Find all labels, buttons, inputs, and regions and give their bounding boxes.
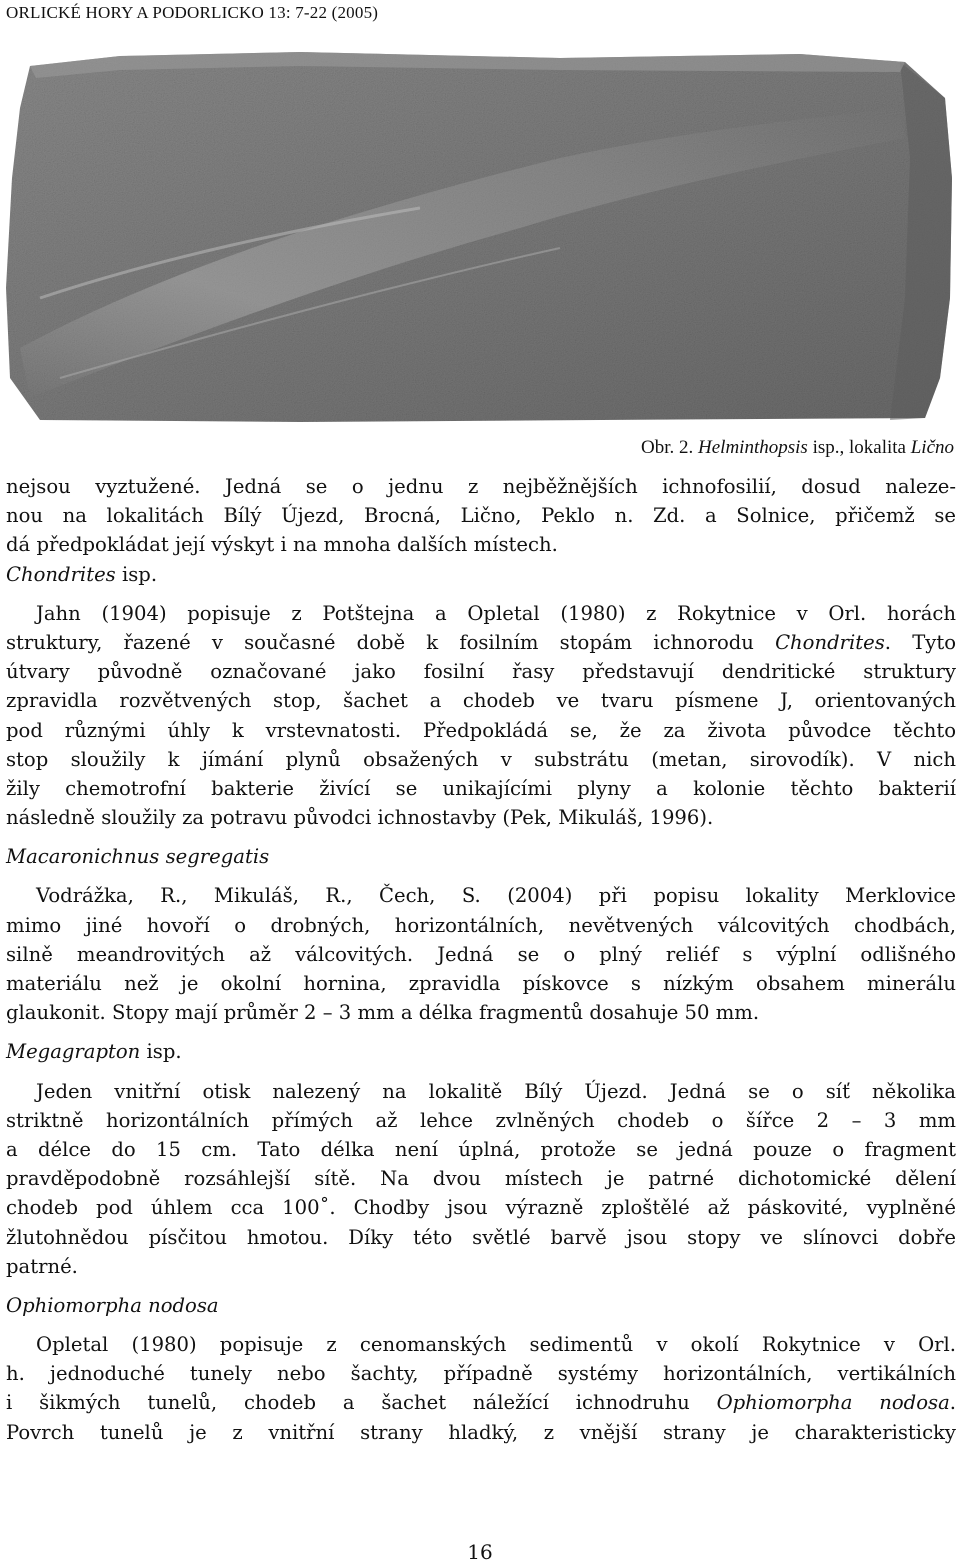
figure-rock-photo xyxy=(0,48,960,426)
section-heading-macaronichnus: Macaronichnus segregatis xyxy=(6,845,270,869)
text-line: nou na lokalitách Bílý Újezd, Brocná, Lično, Peklo n. Zd. a Solnice, přičemž se xyxy=(6,504,956,528)
text-line: Jahn (1904) popisuje z Potštejna a Opletal (1980) z Rokytnice v Orl. horách xyxy=(36,601,956,625)
text-line xyxy=(6,628,956,657)
article-body xyxy=(6,472,956,1447)
heading-suffix: isp. xyxy=(115,562,158,586)
italic-taxon: Chondrites xyxy=(775,630,885,654)
text-fragment: i šikmých tunelů, chodeb a šachet náležící ichnodruhu xyxy=(6,1391,717,1415)
text-line: mimo jiné hovoří o drobných, horizontálních, nevětvených válcovitých chodbách, xyxy=(6,913,956,937)
text-line: následně sloužily za potravu původci ichnostavby (Pek, Mikuláš, 1996). xyxy=(6,806,714,830)
text-fragment: . Tyto xyxy=(884,630,956,654)
text-line: materiálu než je okolní hornina, zpravidla pískovce s nízkým obsahem minerálu xyxy=(6,972,956,995)
text-line: pod různými úhly k vrstevnatosti. Předpokládá se, že za života původce těchto xyxy=(6,718,956,742)
text-line: chodeb pod úhlem cca 100˚. Chodby jsou výrazně zploštělé až páskovité, vyplněné xyxy=(6,1196,956,1220)
text-line: h. jednoduché tunely nebo šachty, případně systémy horizontálních, vertikálních xyxy=(6,1362,956,1386)
heading-taxon: Megagrapton xyxy=(6,1040,141,1064)
heading-taxon: Chondrites xyxy=(6,562,116,586)
running-head: ORLICKÉ HORY A PODORLICKO 13: 7-22 (2005) xyxy=(6,3,379,22)
caption-prefix: Obr. 2. xyxy=(641,437,694,458)
text-line: stop sloužily k jímání plynů obsažených v substrátu (metan, sirovodík). V nich xyxy=(6,747,956,771)
text-line: útvary původně označované jako fosilní řasy představují dendritické struktury xyxy=(6,660,956,684)
text-line: Opletal (1980) popisuje z cenomanských sedimentů v okolí Rokytnice v Orl. xyxy=(36,1333,956,1357)
italic-taxon: Ophiomorpha nodosa xyxy=(716,1391,950,1415)
text-line xyxy=(6,1388,956,1417)
text-line: zpravidla rozvětvených stop, šachet a chodeb ve tvaru písmene J, orientovaných xyxy=(6,689,956,713)
section-heading-chondrites xyxy=(6,560,956,589)
text-fragment: . xyxy=(949,1391,956,1415)
section-heading-megagrapton xyxy=(6,1037,956,1066)
caption-locality: Lično xyxy=(910,437,954,458)
text-line: nejsou vyztužené. Jedná se o jednu z nejběžnějších ichnofosilií, dosud naleze- xyxy=(6,475,956,498)
text-line: pravděpodobně rozsáhlejší sítě. Na dvou místech je patrné dichotomické dělení xyxy=(6,1167,956,1191)
page-number: 16 xyxy=(467,1540,493,1564)
text-line: žlutohnědou písčitou hmotou. Díky této světlé barvě jsou stopy ve slínovci dobře xyxy=(6,1225,956,1249)
text-line: dá předpokládat její výskyt i na mnoha dalších místech. xyxy=(6,533,558,557)
text-line: Vodrážka, R., Mikuláš, R., Čech, S. (2004) při popisu lokality Merklovice xyxy=(36,884,956,908)
text-line: striktně horizontálních přímých až lehce zvlněných chodeb o šířce 2 – 3 mm xyxy=(6,1108,956,1132)
text-line: silně meandrovitých až válcovitých. Jedná se o plný reliéf s výplní odlišného xyxy=(6,942,956,966)
heading-suffix: isp. xyxy=(140,1040,182,1064)
figure-caption xyxy=(641,437,954,459)
caption-taxon: Helminthopsis xyxy=(698,437,808,458)
text-line: žily chemotrofní bakterie živící se unikajícími plyny a kolonie těchto bakterií xyxy=(6,776,956,800)
text-line: Jeden vnitřní otisk nalezený na lokalitě Bílý Újezd. Jedná se o síť několika xyxy=(36,1079,956,1103)
caption-suffix: isp., lokalita xyxy=(807,437,911,458)
text-line: a délce do 15 cm. Tato délka není úplná, protože se jedná pouze o fragment xyxy=(6,1137,956,1161)
text-fragment: struktury, řazené v současné době k fosilním stopám ichnorodu xyxy=(6,630,776,654)
text-line: patrné. xyxy=(6,1254,78,1278)
text-line: Povrch tunelů je z vnitřní strany hladký, z vnější strany je charakteristicky xyxy=(6,1420,956,1444)
text-line: glaukonit. Stopy mají průměr 2 – 3 mm a délka fragmentů dosahuje 50 mm. xyxy=(6,1001,760,1025)
rock-specimen-image xyxy=(0,48,960,426)
section-heading-ophiomorpha: Ophiomorpha nodosa xyxy=(6,1293,219,1317)
